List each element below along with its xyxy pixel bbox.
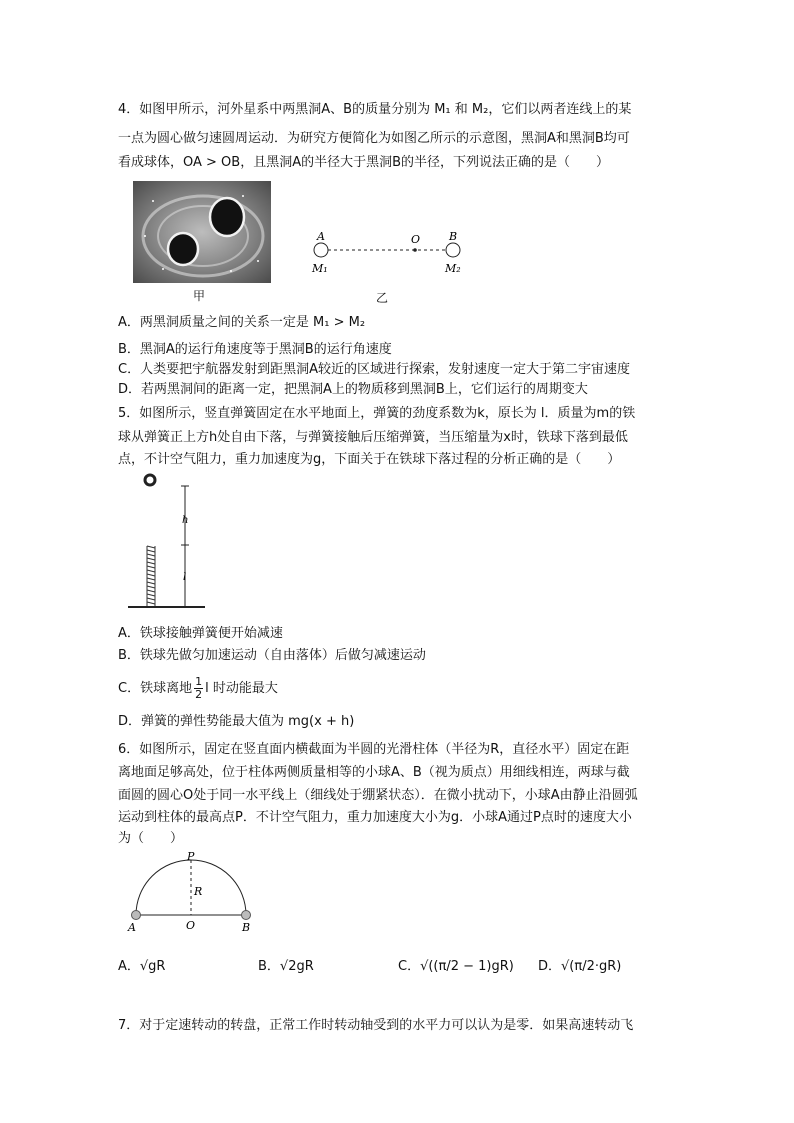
label-A: A: [128, 921, 136, 934]
label-P: P: [187, 852, 195, 863]
q4-option-b: B．黑洞A的运行角速度等于黑洞B的运行角速度: [118, 342, 392, 357]
q6-option-d: D．√(π/2·gR): [538, 959, 622, 974]
q5-stem-line3: 点，不计空气阻力，重力加速度为g，下面关于在铁球下落过程的分析正确的是（ ）: [118, 452, 621, 467]
q5-option-c-suffix: l 时动能最大: [205, 681, 278, 696]
q4-option-a: A．两黑洞质量之间的关系一定是 M₁ > M₂: [118, 315, 366, 330]
label-M2: M₂: [445, 262, 461, 275]
q4-option-c: C．人类要把宇航器发射到距黑洞A较近的区域进行探索，发射速度一定大于第二宇宙速度: [118, 362, 630, 377]
fraction-one-half: [194, 676, 203, 701]
label-M1: M₁: [312, 262, 328, 275]
q7-stem-line1: 7．对于定速转动的转盘，正常工作时转动轴受到的水平力可以认为是零．如果高速转动飞: [118, 1018, 634, 1033]
q5-stem-line1: 5．如图所示，竖直弹簧固定在水平地面上，弹簧的劲度系数为k，原长为 l．质量为m的铁: [118, 406, 636, 421]
label-O: O: [186, 919, 196, 932]
q5-option-d: D．弹簧的弹性势能最大值为 mg(x + h): [118, 714, 355, 729]
q6-option-b: B．√2gR: [258, 959, 314, 974]
q6-stem-line1: 6．如图所示，固定在竖直面内横截面为半圆的光滑柱体（半径为R，直径水平）固定在距: [118, 742, 630, 757]
q6-stem-line4: 运动到柱体的最高点P．不计空气阻力，重力加速度大小为g．小球A通过P点时的速度大小: [118, 810, 632, 825]
black-hole-photo: [133, 181, 271, 283]
q5-option-c-prefix: C．铁球离地: [118, 681, 193, 696]
label-O: O: [411, 233, 421, 246]
q6-stem-line3: 面圆的圆心O处于同一水平线上（细线处于绷紧状态）．在微小扰动下，小球A由静止沿圆弧: [118, 788, 638, 803]
q5-stem-line2: 球从弹簧正上方h处自由下落，与弹簧接触后压缩弹簧，当压缩量为x时，铁球下落到最低: [118, 430, 628, 445]
q6-stem-line2: 离地面足够高处，位于柱体两侧质量相等的小球A、B（视为质点）用细线相连，两球与截: [118, 765, 630, 780]
q5-option-a: A．铁球接触弹簧便开始减速: [118, 626, 283, 641]
label-l: l: [183, 572, 187, 583]
q6-stem-line5: 为（ ）: [118, 831, 184, 846]
q5-option-b: B．铁球先做匀加速运动（自由落体）后做匀减速运动: [118, 648, 426, 663]
label-R: R: [194, 885, 203, 898]
q4-stem-line2: 一点为圆心做匀速圆周运动．为研究方便简化为如图乙所示的示意图，黑洞A和黑洞B均可: [118, 131, 630, 146]
figure-yi-diagram: [307, 228, 477, 288]
q4-option-d: D．若两黑洞间的距离一定，把黑洞A上的物质移到黑洞B上，它们运行的周期变大: [118, 382, 588, 397]
q6-option-a: A．√gR: [118, 959, 166, 974]
label-A: A: [317, 230, 325, 243]
figure-jia-label: 甲: [193, 289, 206, 303]
spring-ball-diagram: [125, 468, 225, 613]
q4-stem-line3: 看成球体，OA > OB，且黑洞A的半径大于黑洞B的半径，下列说法正确的是（ ）: [118, 155, 610, 170]
semicircle-diagram: [125, 852, 265, 934]
q5-option-c: [118, 676, 278, 701]
fraction-numerator: 1: [195, 675, 203, 688]
label-B: B: [449, 230, 458, 243]
fraction-denominator: 2: [195, 688, 203, 701]
figure-yi-label: 乙: [376, 291, 389, 305]
label-h: h: [182, 515, 189, 526]
q6-option-c: C．√((π/2 − 1)gR): [398, 959, 514, 974]
q4-stem-line1: 4．如图甲所示，河外星系中两黑洞A、B的质量分别为 M₁ 和 M₂，它们以两者连线上的某: [118, 102, 632, 117]
label-B: B: [242, 921, 251, 934]
